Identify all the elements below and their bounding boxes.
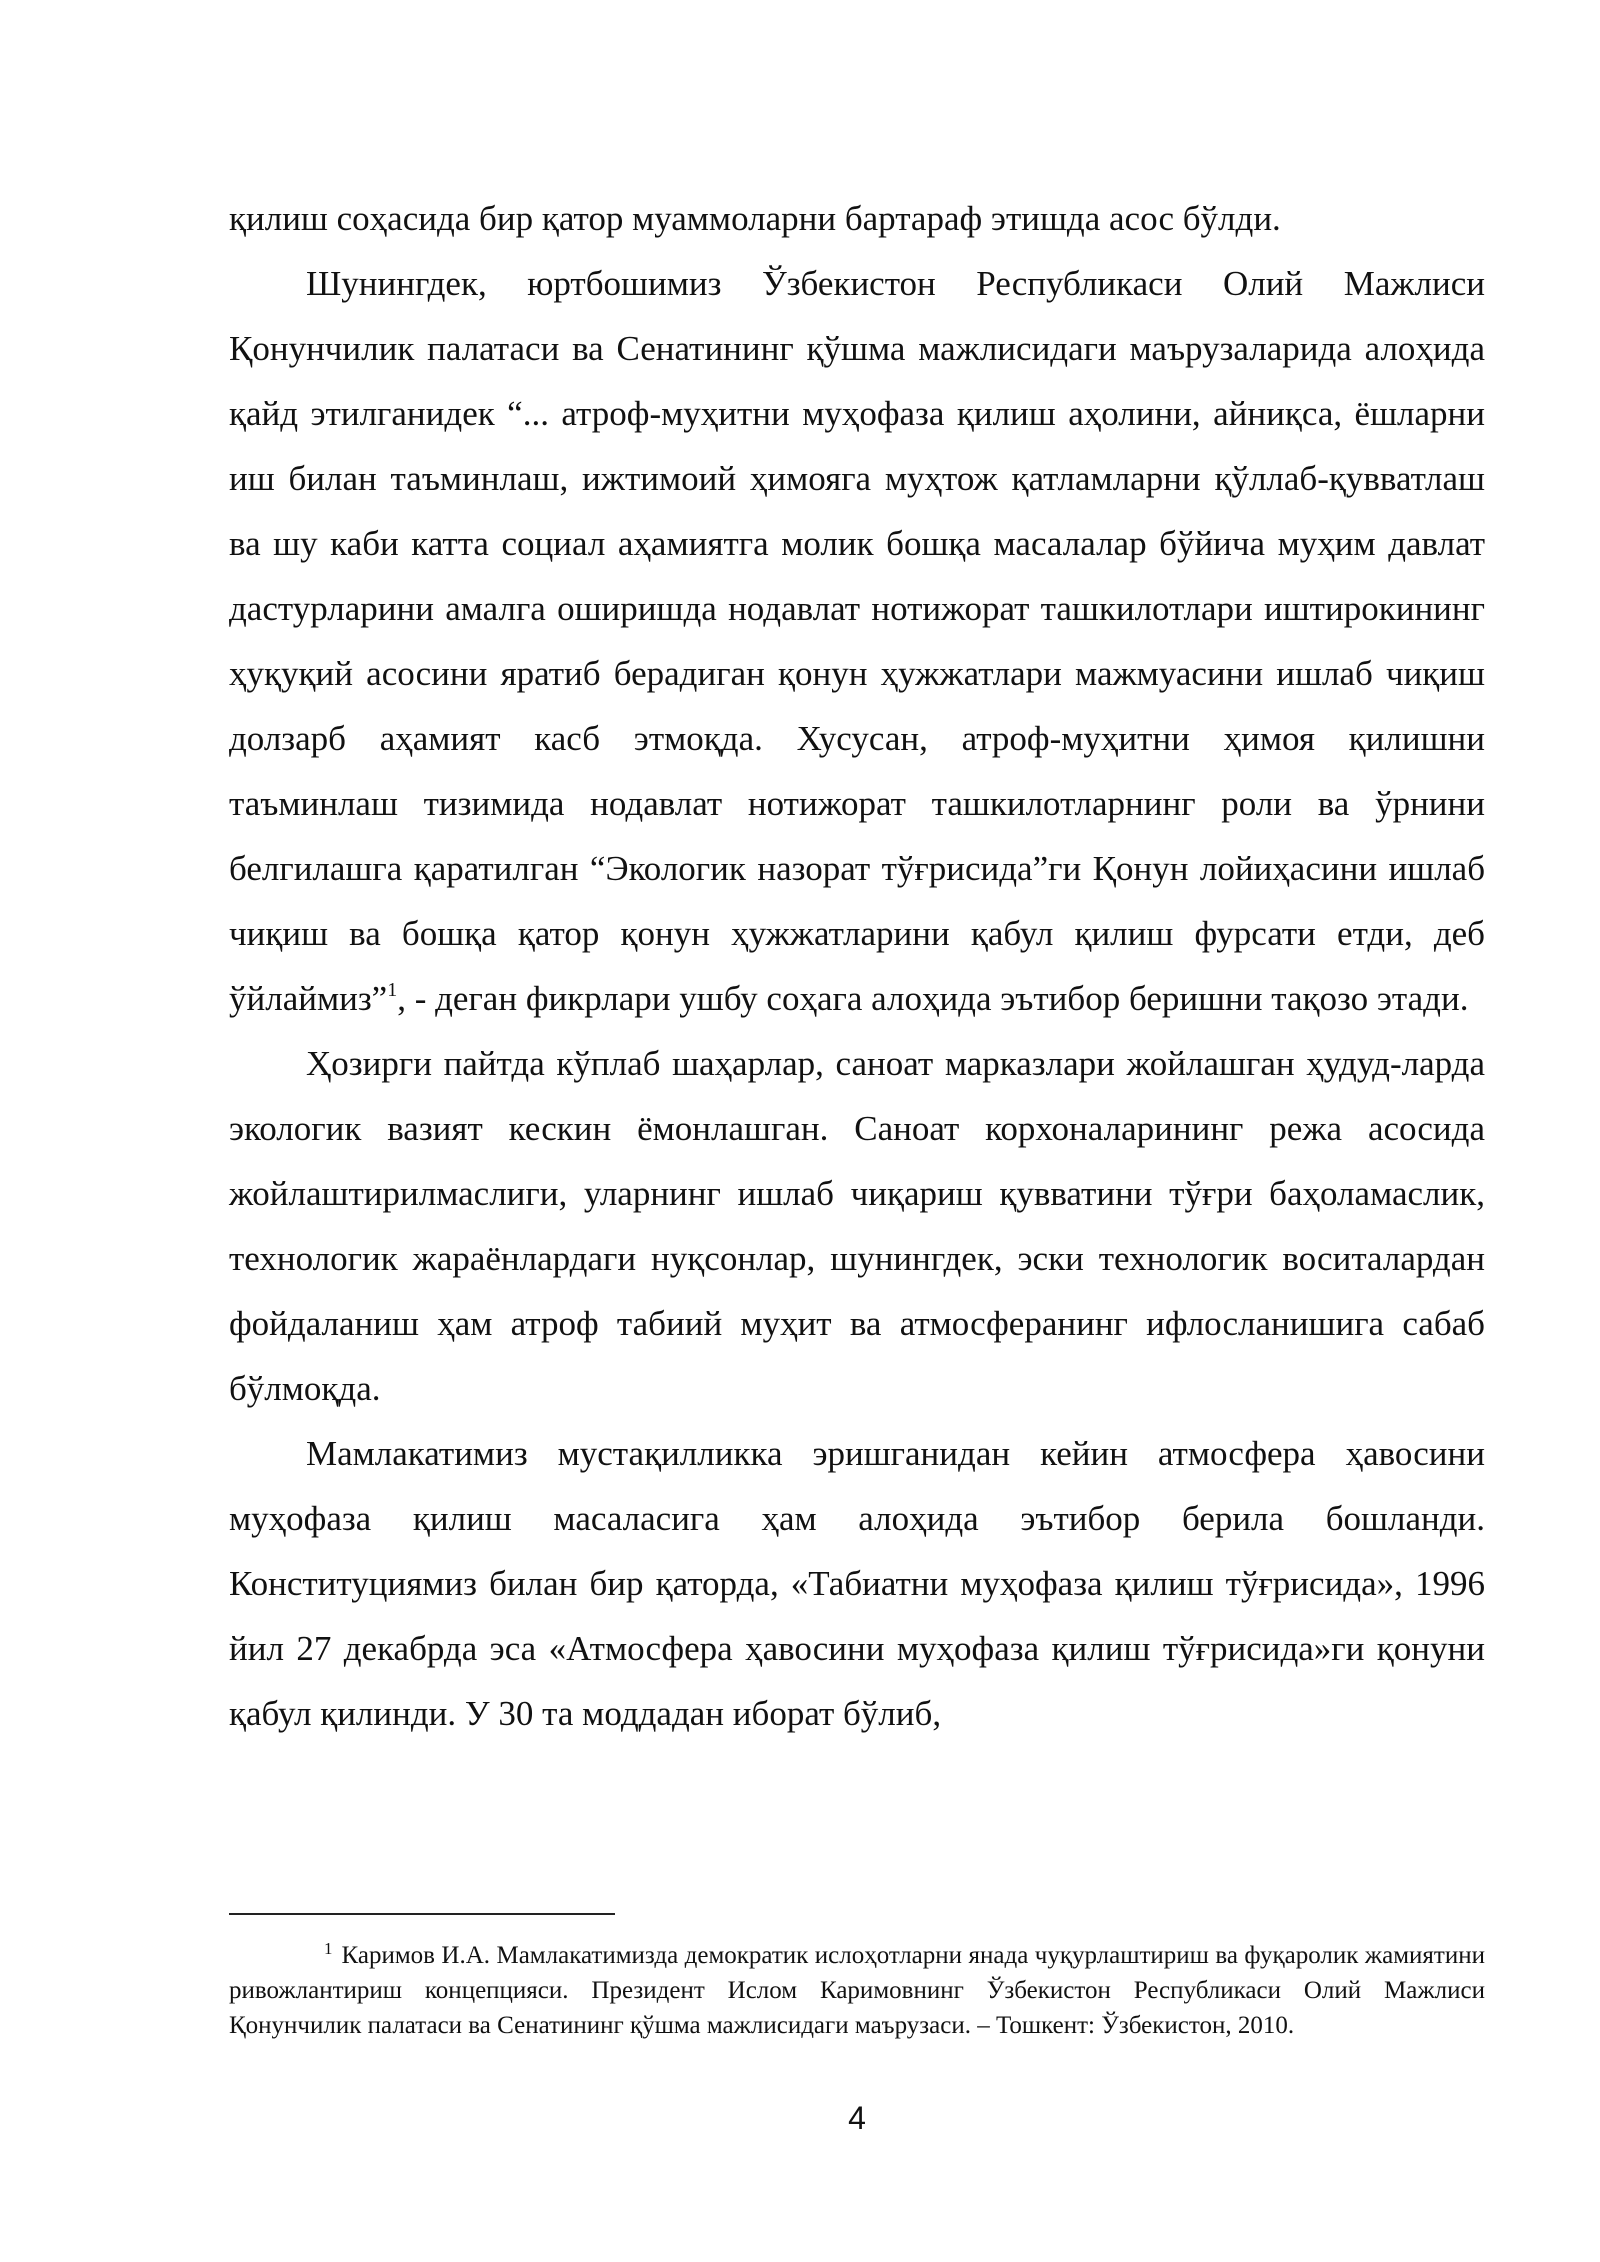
paragraph-quote-tail: , - деган фикрлари ушбу соҳага алоҳида эътибор беришни тақозо этади. — [397, 979, 1469, 1018]
paragraph-quote — [229, 251, 1485, 1031]
footnote-text: Каримов И.А. Мамлакатимизда демократик ислоҳотларни янада чуқурлаштириш ва фуқаролик жамиятини ривожлантириш концепцияси. Президент Ислом Каримовнинг Ўзбекистон Республикаси Олий Мажлиси Қонунчилик палатаси ва Сенатининг қўшма мажлисидаги маърузаси. – Тошкент: Ўзбекистон, 2010. — [229, 1942, 1485, 2039]
page-number: 4 — [848, 2100, 866, 2136]
paragraph-continuation: қилиш соҳасида бир қатор муаммоларни бартараф этишда асос бўлди. — [229, 199, 1281, 238]
footnote-reference[interactable]: 1 — [387, 979, 398, 1001]
paragraph-quote-text: Шунингдек, юртбошимиз Ўзбекистон Республикаси Олий Мажлиси Қонунчилик палатаси ва Сенатининг қўшма мажлисидаги маърузаларида алоҳида қайд этилганидек “... атроф-муҳитни муҳофаза қилиш аҳолини, айниқса, ёшларни иш билан таъминлаш, ижтимоий ҳимояга муҳтож қатламларни қўллаб-қувватлаш ва шу каби катта социал аҳамиятга молик бошқа масалалар бўйича муҳим давлат дастурларини амалга оширишда нодавлат нотижорат ташкилотлари иштирокининг ҳуқуқий асосини яратиб берадиган қонун ҳужжатлари мажмуасини ишлаб чиқиш долзарб аҳамият касб этмоқда. Хусусан, атроф-муҳитни ҳимоя қилишни таъминлаш тизимида нодавлат нотижорат ташкилотларнинг роли ва ўрнини белгилашга қаратилган “Экологик назорат тўғрисида”ги Қонун лойиҳасини ишлаб чиқиш ва бошқа қатор қонун ҳужжатларини қабул қилиш фурсати етди, деб ўйлаймиз” — [229, 264, 1485, 1018]
paragraph-atmosphere-law: Мамлакатимиз мустақилликка эришганидан кейин атмосфера ҳавосини муҳофаза қилиш масаласига ҳам алоҳида эътибор берила бошланди. Конституциямиз билан бир қаторда, «Табиатни муҳофаза қилиш тўғрисида», 1996 йил 27 декабрда эса «Атмосфера ҳавосини муҳофаза қилиш тўғрисида»ги қонуни қабул қилинди. У 30 та моддадан иборат бўлиб, — [229, 1434, 1485, 1733]
footnote: 1 Каримов И.А. Мамлакатимизда демократик ислоҳотларни янада чуқурлаштириш ва фуқаролик жамиятини ривожлантириш концепцияси. Президент Ислом Каримовнинг Ўзбекистон Республикаси Олий Мажлиси Қонунчилик палатаси ва Сенатининг қўшма мажлисидаги маърузаси. – Тошкент: Ўзбекистон, 2010. — [229, 1939, 1485, 2039]
footnote-separator — [229, 1913, 615, 1915]
paragraph-ecology: Ҳозирги пайтда кўплаб шаҳарлар, саноат марказлари жойлашган ҳудуд-ларда экологик вазият кескин ёмонлашган. Саноат корхоналарининг режа асосида жойлаштирилмаслиги, уларнинг ишлаб чиқариш қувватини тўғри баҳоламаслик, технологик жараёнлардаги нуқсонлар, шунингдек, эски технологик воситалардан фойдаланиш ҳам атроф табиий муҳит ва атмосферанинг ифлосланишига сабаб бўлмоқда. — [229, 1044, 1485, 1408]
body-text — [229, 186, 1485, 1746]
